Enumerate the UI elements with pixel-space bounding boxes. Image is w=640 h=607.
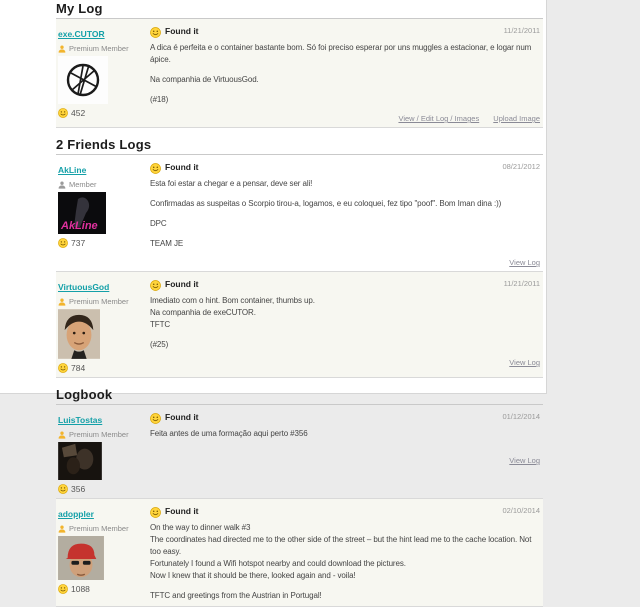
log-type-label: Found it (165, 161, 199, 172)
username-link[interactable]: VirtuousGod (58, 282, 110, 292)
membership-text: Premium Member (69, 44, 129, 53)
user-column (58, 24, 150, 123)
log-column (150, 277, 541, 373)
log-type-label: Found it (165, 505, 199, 516)
premium-member-icon (58, 525, 66, 533)
find-count (58, 584, 150, 594)
log-date: 02/10/2014 (502, 506, 540, 515)
svg-text:AkLine: AkLine (61, 220, 98, 232)
log-date: 08/21/2012 (502, 162, 540, 171)
log-paragraph: Fortunately I found a Wifi hotspot nearby and could download the pictures. (150, 559, 406, 568)
found-it-icon (150, 505, 161, 516)
membership-label (58, 297, 150, 306)
log-entry (56, 499, 543, 607)
log-date: 11/21/2011 (503, 26, 540, 35)
log-paragraph: Feita antes de uma formação aqui perto #356 (150, 429, 308, 438)
log-paragraph: TFTC (150, 320, 171, 329)
log-text (150, 295, 540, 351)
upload-image-link[interactable]: Upload Image (493, 114, 540, 123)
log-paragraph: A dica é perfeita e o container bastante bom. Só foi preciso esperar por uns muggles a estacionar, e logar num ápice. (150, 43, 532, 64)
log-entry (56, 272, 543, 378)
username-link[interactable]: LuisTostas (58, 415, 103, 425)
user-column (58, 410, 150, 494)
smiley-icon (58, 484, 68, 494)
found-it-icon (150, 25, 161, 36)
username-link[interactable]: AkLine (58, 165, 87, 175)
log-paragraph: Imediato com o hint. Bom container, thumbs up. (150, 296, 315, 305)
log-paragraph: The coordinates had directed me to the other side of the street – but the hint lead me to the cache location. Not too easy. (150, 535, 532, 556)
membership-label (58, 180, 150, 189)
found-it-icon (150, 278, 161, 289)
view-edit-log-link[interactable]: View / Edit Log / Images (398, 114, 480, 123)
membership-label (58, 524, 150, 533)
find-count (58, 363, 150, 373)
avatar (58, 309, 150, 359)
log-date: 11/21/2011 (503, 279, 540, 288)
membership-label (58, 430, 150, 439)
log-paragraph: DPC (150, 219, 167, 228)
log-paragraph: (#25) (150, 340, 169, 349)
smiley-icon (58, 363, 68, 373)
find-count-value: 784 (71, 363, 86, 373)
log-column (150, 24, 541, 123)
premium-member-icon (58, 45, 66, 53)
section-title-my-log: My Log (56, 0, 543, 19)
smiley-icon (58, 108, 68, 118)
user-column (58, 277, 150, 373)
log-type-label: Found it (165, 278, 199, 289)
log-paragraph: Confirmadas as suspeitas o Scorpio tirou-a, logamos, e eu coloquei, fez tipo "poof". Bom Iman dina :)) (150, 199, 502, 208)
find-count-value: 356 (71, 484, 86, 494)
find-count-value: 737 (71, 238, 86, 248)
found-it-icon (150, 161, 161, 172)
membership-text: Premium Member (69, 297, 129, 306)
log-column (150, 504, 541, 602)
find-count (58, 484, 150, 494)
find-count (58, 238, 150, 248)
section-title-logbook: Logbook (56, 384, 543, 405)
smiley-icon (58, 238, 68, 248)
user-column (58, 160, 150, 267)
find-count-value: 452 (71, 108, 86, 118)
log-paragraph: Na companhia de exeCUTOR. (150, 308, 256, 317)
view-log-link[interactable]: View Log (509, 258, 540, 267)
avatar (58, 192, 150, 234)
log-column (150, 410, 541, 494)
log-text (150, 428, 540, 440)
log-type-label: Found it (165, 25, 199, 36)
avatar (58, 56, 150, 104)
log-paragraph: TFTC and greetings from the Austrian in Portugal! (150, 591, 322, 600)
log-paragraph: (#18) (150, 95, 169, 104)
avatar (58, 442, 150, 480)
view-log-link[interactable]: View Log (509, 358, 540, 367)
log-type-label: Found it (165, 411, 199, 422)
user-column (58, 504, 150, 602)
log-entry (56, 19, 543, 128)
log-text (150, 178, 540, 250)
log-paragraph: Esta foi estar a chegar e a pensar, deve ser ali! (150, 179, 313, 188)
membership-text: Premium Member (69, 430, 129, 439)
log-entry (56, 155, 543, 272)
log-paragraph: Na companhia de VirtuousGod. (150, 75, 259, 84)
smiley-icon (58, 584, 68, 594)
log-paragraph: On the way to dinner walk #3 (150, 523, 251, 532)
membership-text: Premium Member (69, 524, 129, 533)
username-link[interactable]: adoppler (58, 509, 94, 519)
log-paragraph: Now I knew that it should be there, looked again and - voila! (150, 571, 356, 580)
log-paragraph: TEAM JE (150, 239, 184, 248)
log-text (150, 42, 540, 106)
member-icon (58, 181, 66, 189)
membership-text: Member (69, 180, 97, 189)
membership-label (58, 44, 150, 53)
section-title-friends-logs: 2 Friends Logs (56, 134, 543, 155)
found-it-icon (150, 411, 161, 422)
view-log-link[interactable]: View Log (509, 456, 540, 465)
find-count-value: 1088 (71, 584, 90, 594)
avatar (58, 536, 150, 580)
premium-member-icon (58, 431, 66, 439)
log-column (150, 160, 541, 267)
log-entry (56, 405, 543, 499)
log-text (150, 522, 540, 602)
log-date: 01/12/2014 (502, 412, 540, 421)
username-link[interactable]: exe.CUTOR (58, 29, 105, 39)
premium-member-icon (58, 298, 66, 306)
find-count (58, 108, 150, 118)
